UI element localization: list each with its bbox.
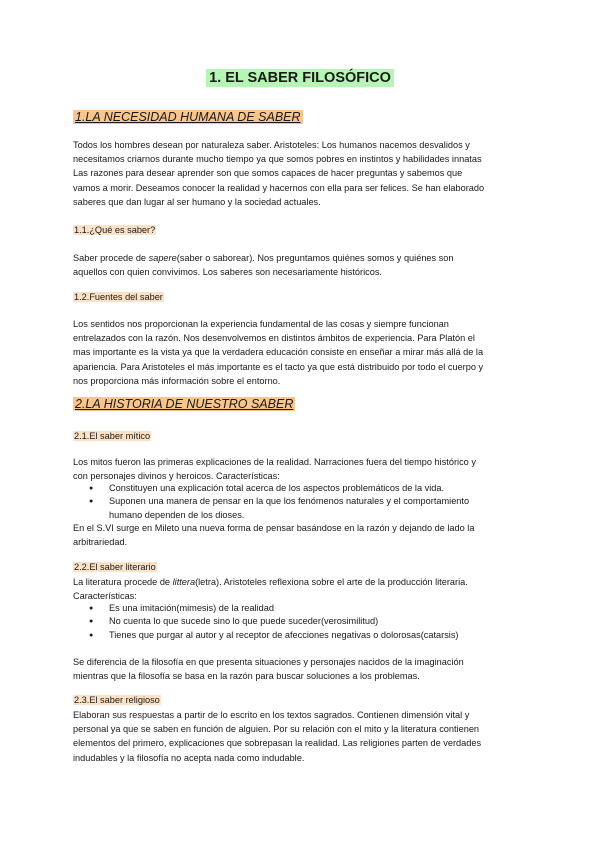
- list-item: ● Tienes que purgar al autor y al receptor de afecciones negativas o dolorosas(catarsis): [73, 629, 533, 642]
- text-line: Elaboran sus respuestas a partir de lo escrito en los textos sagrados. Contienen dimensión vital y: [73, 710, 470, 720]
- text-line: saberes que dan lugar al ser humano y la sociedad actuales.: [73, 196, 321, 207]
- text-line: Los sentidos nos proporcionan la experiencia fundamental de las cosas y siempre funcionan: [73, 319, 449, 329]
- text-line: Los mitos fueron las primeras explicaciones de la realidad. Narraciones fuera del tiempo histórico y: [73, 457, 476, 467]
- section-1-intro: [73, 138, 533, 209]
- list-item: ● No cuenta lo que sucede sino lo que puede suceder(verosimilitud): [73, 615, 533, 628]
- list-item: ● Constituyen una explicación total acerca de los aspectos problemáticos de la vida.: [73, 482, 533, 495]
- text-line: apariencia. Para Aristoteles el más importante es el tacto ya que está distribuido por todo el cuerpo y: [73, 361, 484, 372]
- text-line: La literatura procede de littera(letra). Aristoteles reflexiona sobre el arte de la producción literaria.: [73, 577, 468, 587]
- text-line: Todos los hombres desean por naturaleza saber. Aristoteles: Los humanos nacemos desvalidos y: [73, 140, 470, 150]
- text-line: elementos del primero, explicaciones que sobrepasan la realidad. Las religiones parten de verdades: [73, 738, 482, 749]
- subsection-2-1-heading: 2.1.El saber mítico: [74, 431, 151, 441]
- text-line: Características:: [73, 591, 137, 602]
- subsection-2-3-heading: 2.3.El saber religioso: [74, 695, 160, 705]
- text-line: indudables y la filosofía no acepta nada como indudable.: [73, 752, 305, 763]
- subsection-2-1-outro: [73, 521, 533, 549]
- text-line: nos proporciona más información sobre el entorno.: [73, 375, 281, 386]
- list-item: ● Es una imitación(mimesis) de la realidad: [73, 602, 533, 615]
- mythic-characteristics-list: [73, 482, 533, 522]
- emphasis-littera: littera: [172, 577, 196, 587]
- subsection-2-2-outro: [73, 655, 533, 683]
- text-line: personal ya que se saben en función de alguien. Por su relación con el mito y la literatura contienen: [73, 724, 480, 735]
- text-line: Se diferencia de la filosofía en que presenta situaciones y personajes nacidos de la imaginación: [73, 657, 464, 667]
- subsection-2-1-intro: [73, 455, 533, 483]
- list-item: ● Suponen una manera de pensar en la que los fenómenos naturales y el comportamiento humano dependen de los dioses.: [73, 495, 533, 522]
- subsection-2-2-heading: 2.2.El saber literario: [74, 562, 156, 572]
- document-title: 1. EL SABER FILOSÓFICO: [0, 70, 600, 86]
- subsection-1-1-heading: 1.1.¿Qué es saber?: [74, 225, 156, 235]
- text-line: mas importante es la vista ya que la verdadera educación consiste en enseñar a mirar más allá de la: [73, 347, 484, 358]
- subsection-1-2-text: [73, 317, 533, 388]
- emphasis-sapere: sapere: [148, 253, 177, 263]
- text-line: mientras que la filosofía se basa en la razón para buscar soluciones a los problemas.: [73, 671, 420, 682]
- subsection-1-1-text: [73, 251, 533, 279]
- literary-characteristics-list: [73, 602, 533, 642]
- subsection-2-2-intro: [73, 575, 533, 603]
- text-line: Las razones para desear aprender son que somos capaces de hacer preguntas y sabemos que: [73, 168, 463, 179]
- section-1-heading: 1.LA NECESIDAD HUMANA DE SABER: [75, 110, 301, 124]
- subsection-2-3-text: [73, 708, 533, 765]
- section-2-heading: 2.LA HISTORIA DE NUESTRO SABER: [75, 397, 294, 411]
- subsection-1-2-heading: 1.2.Fuentes del saber: [74, 292, 163, 302]
- text-line: Saber procede de sapere(saber o saborear). Nos preguntamos quiénes somos y quiénes son: [73, 253, 454, 263]
- text-line: necesitamos criarnos durante mucho tiempo ya que somos pobres en instintos y habilidades innatas: [73, 154, 482, 165]
- text-line: aquellos con quien convivimos. Los saberes son necesariamente históricos.: [73, 267, 382, 278]
- text-line: En el S.VI surge en Mileto una nueva forma de pensar basándose en la razón y dejando de lado la: [73, 523, 475, 533]
- text-line: entrelazados con la razón. Nos desenvolvemos en distintos ámbitos de experiencia. Para Platón el: [73, 333, 475, 344]
- text-line: arbitrariedad.: [73, 537, 128, 548]
- text-line: con personajes divinos y heroicos. Características:: [73, 471, 280, 482]
- text-line: vamos a morir. Deseamos conocer la realidad y hacernos con ella para ser felices. Se han elaborado: [73, 182, 485, 193]
